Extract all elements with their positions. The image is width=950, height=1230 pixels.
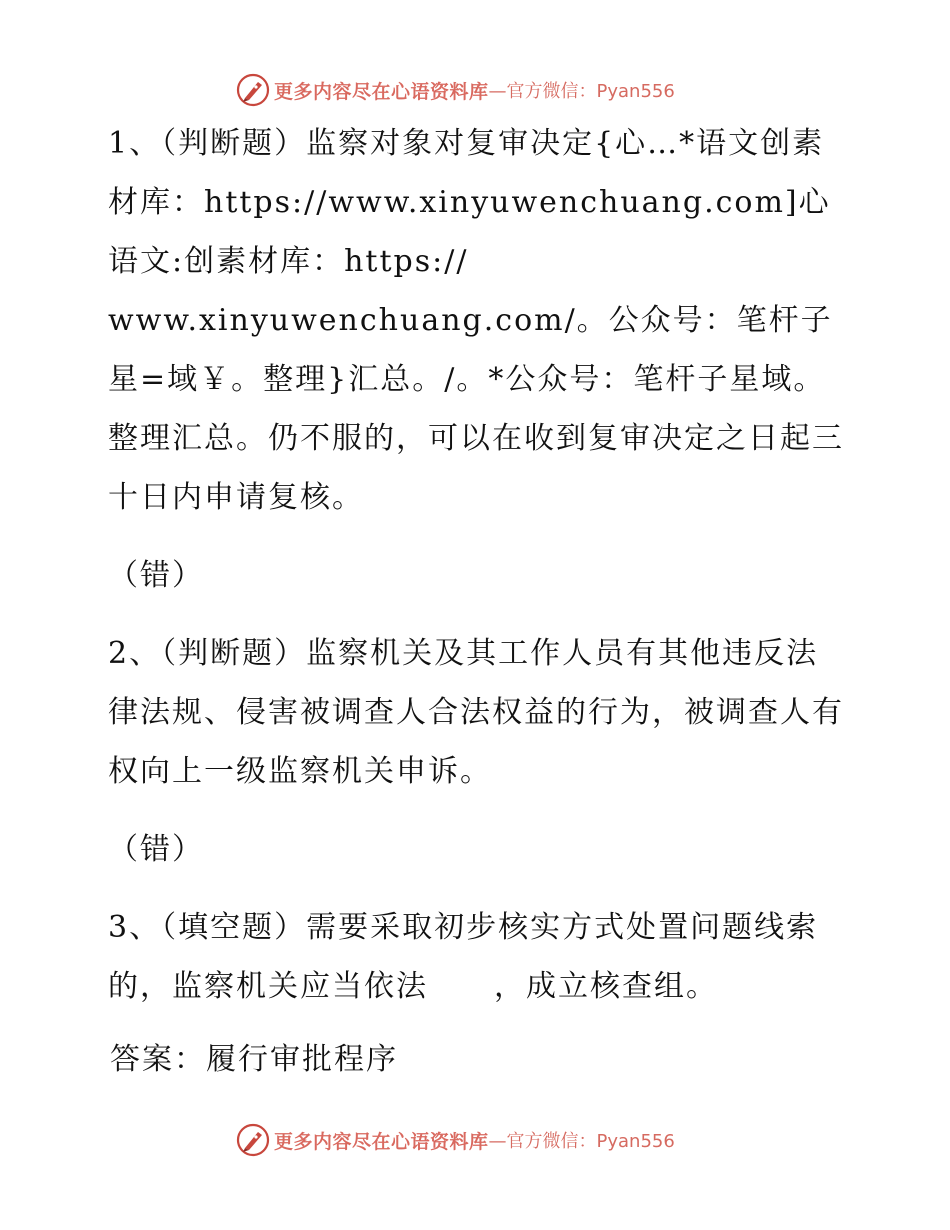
question-1-part-1: 1、（判断题）监察对象对复审决定{心…*语文创素材库：https://www.xinyuwenchuang.com]心语文:创素材库：https:// [108,126,831,279]
question-2-text: 2、（判断题）监察机关及其工作人员有其他违反法律法规、侵害被调查人合法权益的行为，被调查人有权向上一级监察机关申诉。 [108,636,844,789]
banner-contact-text: —官方微信：Pyan556 [488,1131,675,1152]
pen-logo-icon [236,1123,270,1157]
banner-site-text: 更多内容尽在心语资料库 [274,80,489,103]
banner-contact-text: —官方微信：Pyan556 [488,81,675,102]
question-1-text [98,114,850,527]
question-3-text-before: 3、（填空题）需要采取初步核实方式处置问题线索的，监察机关应当依法 [108,910,819,1004]
question-2-answer: （错） [108,832,204,867]
question-3-text [98,898,850,1016]
banner-site-text: 更多内容尽在心语资料库 [274,1130,489,1153]
question-3-answer: 答案：履行审批程序 [110,1042,398,1077]
question-1-part-2: www.xinyuwenchuang.com/。公众号：笔杆子星=域￥。整理}汇总。/。*公众号：笔杆子星域。整理汇总。仍不服的，可以在收到复审决定之日起三十日内申请复核。 [108,303,844,515]
question-1-answer: （错） [108,558,204,593]
document-body [98,114,850,1089]
pen-logo-icon [236,73,270,107]
footer-banner [236,1122,675,1158]
question-3-text-after: ，成立核查组。 [494,969,718,1004]
header-banner [236,72,675,108]
